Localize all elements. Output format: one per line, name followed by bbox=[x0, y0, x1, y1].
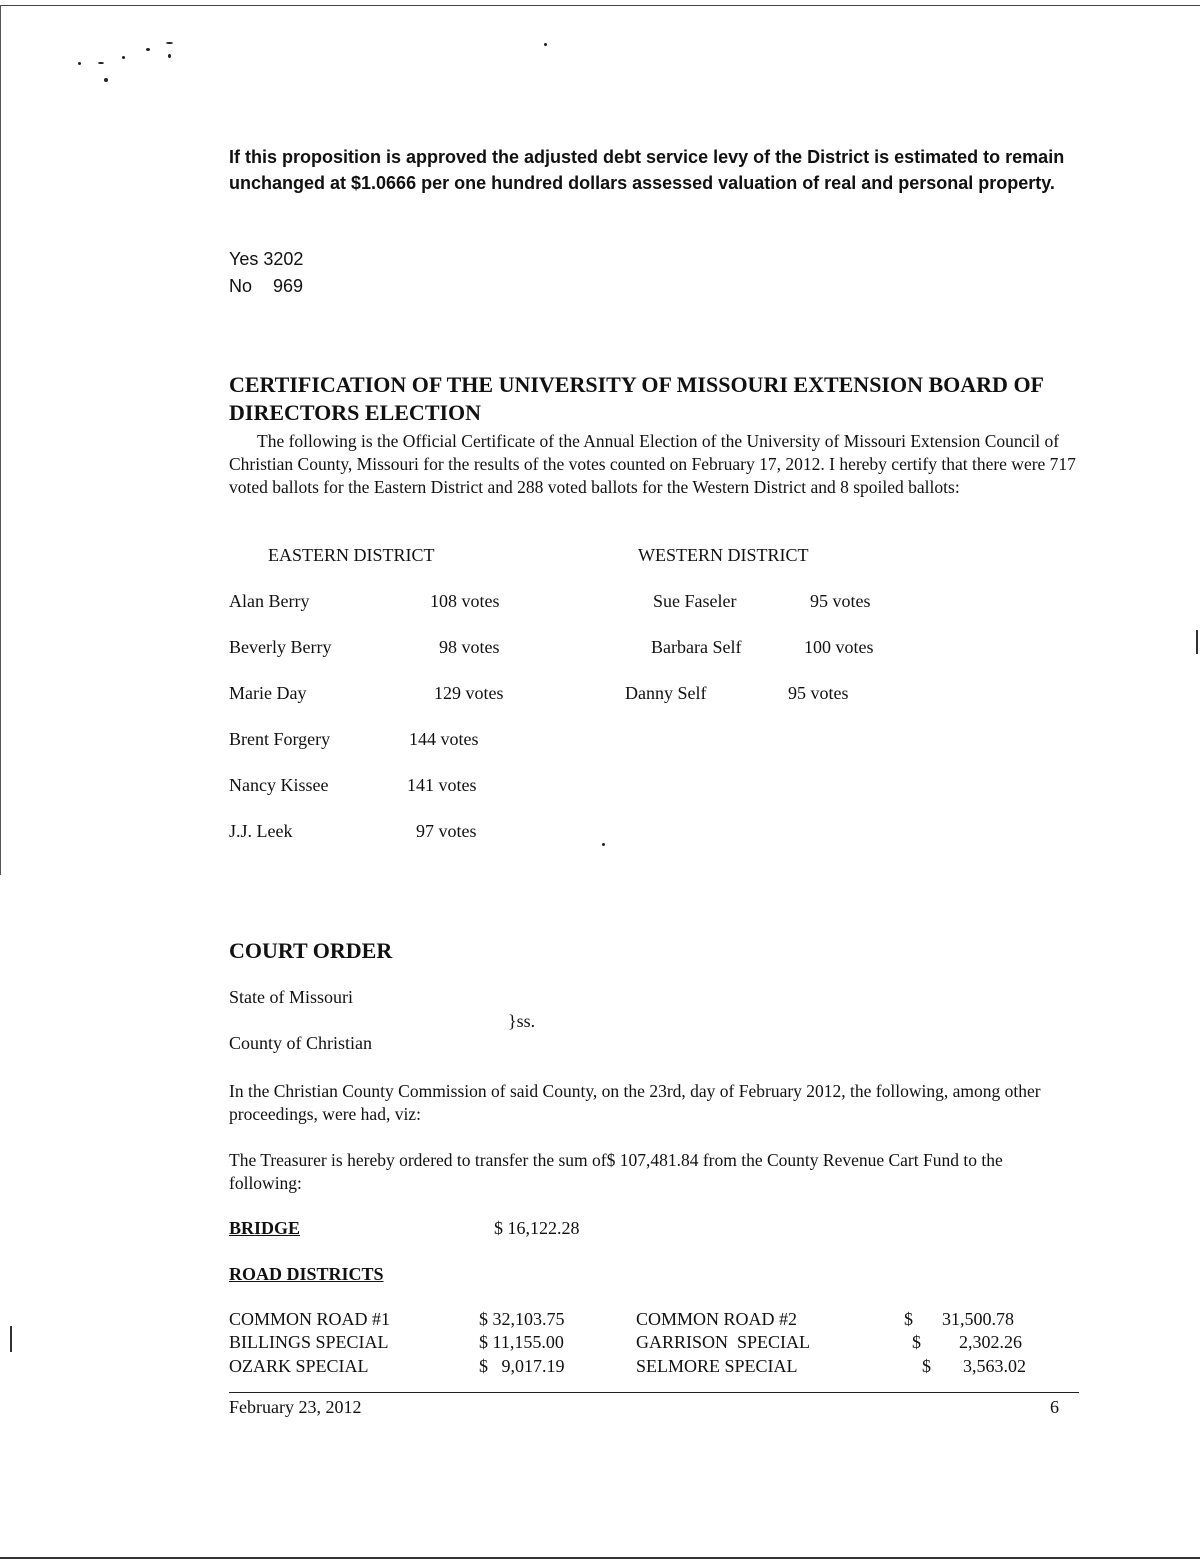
road-right-currency: $ bbox=[922, 1356, 931, 1376]
road-left-amount: $ 9,017.19 bbox=[479, 1356, 565, 1376]
road-right-currency: $ bbox=[904, 1309, 913, 1329]
road-right-name: SELMORE SPECIAL bbox=[636, 1356, 798, 1376]
eastern-candidate-votes: 98 votes bbox=[439, 637, 500, 657]
eastern-candidate-votes: 108 votes bbox=[430, 591, 500, 611]
county-line: County of Christian bbox=[229, 1033, 372, 1053]
bridge-amount: $ 16,122.28 bbox=[494, 1218, 580, 1238]
road-left-amount: $ 32,103.75 bbox=[479, 1309, 565, 1329]
eastern-candidate-name: Beverly Berry bbox=[229, 637, 332, 657]
scan-speck bbox=[544, 43, 547, 46]
road-right-amount: 2,302.26 bbox=[959, 1332, 1022, 1352]
eastern-candidate-name: Marie Day bbox=[229, 683, 307, 703]
western-candidate-votes: 95 votes bbox=[788, 683, 849, 703]
state-line: State of Missouri bbox=[229, 987, 353, 1007]
eastern-candidate-name: Nancy Kissee bbox=[229, 775, 329, 795]
yes-value: 3202 bbox=[263, 249, 304, 269]
page-number: 6 bbox=[1050, 1397, 1059, 1417]
eastern-candidate-votes: 129 votes bbox=[434, 683, 504, 703]
scan-speck bbox=[104, 78, 108, 82]
scan-speck bbox=[78, 62, 81, 65]
road-right-amount: 3,563.02 bbox=[963, 1356, 1026, 1376]
eastern-candidate-votes: 141 votes bbox=[407, 775, 477, 795]
eastern-candidate-votes: 144 votes bbox=[409, 729, 479, 749]
road-left-name: OZARK SPECIAL bbox=[229, 1356, 369, 1376]
road-right-name: GARRISON SPECIAL bbox=[636, 1332, 811, 1352]
scan-speck bbox=[166, 42, 173, 44]
road-districts-label: ROAD DISTRICTS bbox=[229, 1264, 384, 1284]
road-right-name: COMMON ROAD #2 bbox=[636, 1309, 798, 1329]
road-left-amount: $ 11,155.00 bbox=[479, 1332, 564, 1352]
scan-speck bbox=[122, 56, 125, 59]
road-right-currency: $ bbox=[912, 1332, 921, 1352]
no-vote-line bbox=[229, 276, 303, 297]
scan-speck bbox=[98, 62, 104, 64]
western-candidate-votes: 100 votes bbox=[804, 637, 874, 657]
eastern-candidate-votes: 97 votes bbox=[416, 821, 477, 841]
ss-bracket: }ss. bbox=[508, 1011, 536, 1031]
certification-heading: CERTIFICATION OF THE UNIVERSITY OF MISSOURI EXTENSION BOARD OF DIRECTORS ELECTION bbox=[229, 372, 1044, 425]
scan-speck bbox=[602, 843, 605, 846]
footer-date: February 23, 2012 bbox=[229, 1397, 362, 1417]
yes-vote-line bbox=[229, 249, 303, 270]
certification-paragraph: The following is the Official Certificate of the Annual Election of the University of Missouri Extension Council of Christian County, Missouri for the results of the votes counted on February 17, 2012. I hereby certify that there were 717 voted ballots for the Eastern District and 288 voted ballots for the Western District and 8 spoiled ballots: bbox=[229, 431, 1076, 497]
yes-label: Yes bbox=[229, 249, 259, 269]
western-candidate-name: Barbara Self bbox=[651, 637, 742, 657]
court-order-heading: COURT ORDER bbox=[229, 938, 393, 963]
proposition-text: If this proposition is approved the adjusted debt service levy of the District is estimated to remain unchanged at $1.0666 per one hundred dollars assessed valuation of real and personal property. bbox=[229, 147, 1065, 193]
commission-paragraph: In the Christian County Commission of said County, on the 23rd, day of February 2012, the following, among other proceedings, were had, viz: bbox=[229, 1081, 1041, 1124]
road-left-name: BILLINGS SPECIAL bbox=[229, 1332, 389, 1352]
no-label: No bbox=[229, 276, 253, 296]
eastern-candidate-name: Brent Forgery bbox=[229, 729, 331, 749]
western-district-header: WESTERN DISTRICT bbox=[638, 545, 809, 565]
western-candidate-name: Sue Faseler bbox=[653, 591, 737, 611]
page-border-top bbox=[0, 5, 1200, 6]
scan-speck bbox=[146, 48, 150, 51]
western-candidate-name: Danny Self bbox=[625, 683, 707, 703]
no-value: 969 bbox=[273, 276, 304, 296]
eastern-district-header: EASTERN DISTRICT bbox=[268, 545, 435, 565]
bridge-label: BRIDGE bbox=[229, 1218, 301, 1238]
road-left-name: COMMON ROAD #1 bbox=[229, 1309, 391, 1329]
western-candidate-votes: 95 votes bbox=[810, 591, 871, 611]
eastern-candidate-name: Alan Berry bbox=[229, 591, 310, 611]
page-border-bottom bbox=[0, 1557, 1200, 1559]
footer-rule bbox=[229, 1392, 1079, 1393]
eastern-candidate-name: J.J. Leek bbox=[229, 821, 293, 841]
road-right-amount: 31,500.78 bbox=[942, 1309, 1014, 1329]
scan-mark bbox=[1196, 630, 1198, 654]
scan-mark bbox=[10, 1326, 12, 1352]
transfer-paragraph: The Treasurer is hereby ordered to transfer the sum of$ 107,481.84 from the County Revenue Cart Fund to the following: bbox=[229, 1150, 1003, 1193]
scan-speck bbox=[168, 54, 171, 58]
page-border-left bbox=[0, 5, 1, 875]
